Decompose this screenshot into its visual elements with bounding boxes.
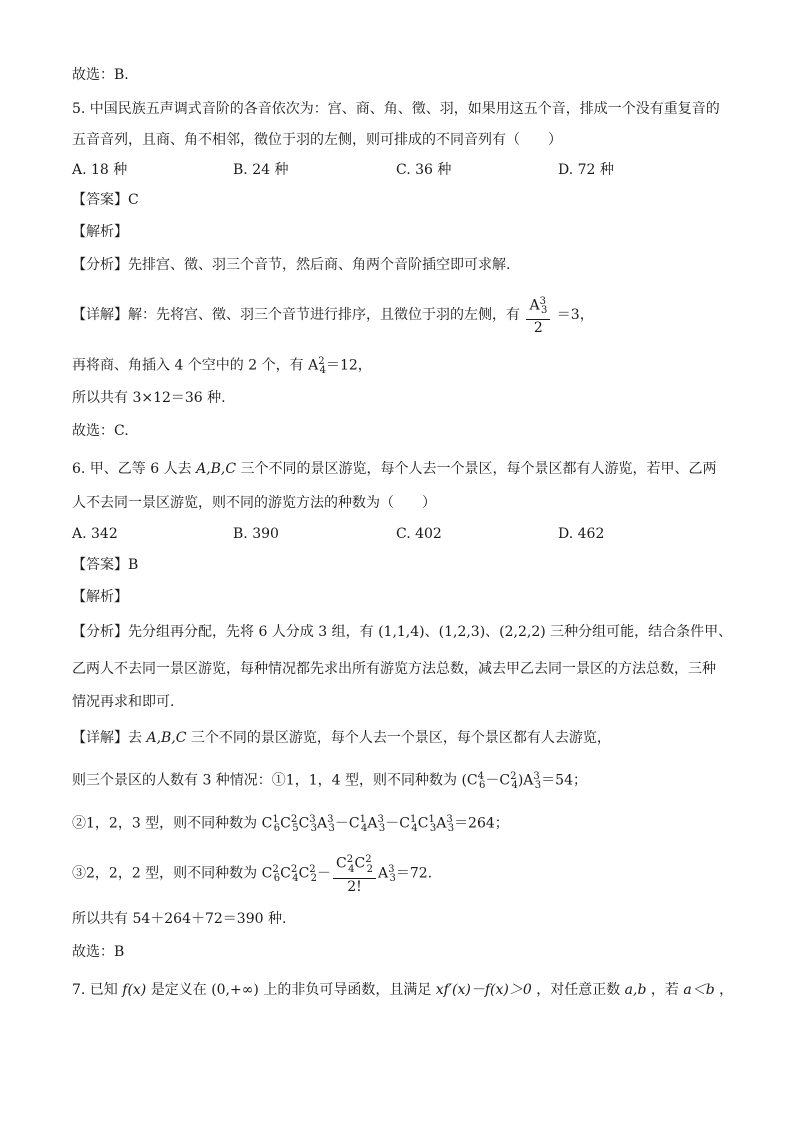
question-6-line-1 xyxy=(72,459,717,479)
q7-ab: a,b xyxy=(624,982,647,998)
q6-case-1: 则三个景区的人数有 3 种情况：①1，1，4 型，则不同种数为 $(C^4_6-C^2_4)A^3_3=54$； xyxy=(72,771,587,792)
q5-detail-insert-text: 再将商、角插入 4 个空中的 2 个，有 xyxy=(72,357,304,374)
q5-detail-line-2: 再将商、角插入 4 个空中的 2 个，有 $A^2_4=12$， xyxy=(72,356,372,377)
q5-choice: 故选：C. xyxy=(72,423,129,439)
question-6-line-2: 人不去同一景区游览，则不同的游览方法的种数为（ ） xyxy=(72,495,436,511)
q6-text-b: 三个不同的景区游览，每个人去一个景区，每个景区都有人游览，若甲、乙两 xyxy=(240,461,717,477)
q5-detail-line-1 xyxy=(72,294,594,336)
q5-total: 所以共有 3×12＝36 种. xyxy=(72,390,226,406)
q7-text-e: ，若 xyxy=(650,982,679,998)
q6-answer: 【答案】B xyxy=(72,557,139,573)
q6-option-b: B. 390 xyxy=(233,526,279,542)
q6-detail-line-1 xyxy=(72,728,611,748)
q6-analysis-text-b: 三种分组可能，结合条件甲、 xyxy=(550,624,733,640)
q6-case-1-value: ＝54； xyxy=(541,772,587,789)
q6-case-1-text: 则三个景区的人数有 3 种情况：①1，1，4 型，则不同种数为 xyxy=(72,772,457,789)
q5-analysis-heading: 【解析】 xyxy=(72,224,128,240)
q6-analysis-line-2: 乙两人不去同一景区游览，每种情况都先求出所有游览方法总数，减去甲乙去同一景区的方法总数，三种 xyxy=(72,661,716,677)
q6-option-a: A. 342 xyxy=(72,526,118,542)
q5-option-c: C. 36 种 xyxy=(396,162,452,178)
q7-text-b: 是定义在 xyxy=(150,982,207,998)
q7-text-c: 上的非负可导函数，且满足 xyxy=(263,982,432,998)
q5-answer: 【答案】C xyxy=(72,192,139,208)
fraction-c42c22-over-2fact: $\frac{C^2_4C^2_2}{2!}$ xyxy=(333,852,376,894)
q6-abc: A,B,C xyxy=(196,461,237,477)
q5-option-d: D. 72 种 xyxy=(558,162,614,178)
question-5-line-2: 五音音列，且商、角不相邻，徵位于羽的左侧，则可排成的不同音列有（ ） xyxy=(72,132,562,148)
question-5-line-1: 5. 中国民族五声调式音阶的各音依次为：宫、商、角、徵、羽，如果用这五个音，排成一个没有重复音的 xyxy=(72,101,720,117)
q6-choice: 故选：B xyxy=(72,944,125,960)
q6-groups: (1,1,4)、(1,2,3)、(2,2,2) xyxy=(378,624,546,640)
fraction-a33-over-2: $\frac{A^3_3}{2}$ xyxy=(526,294,550,336)
q6-case-3: ③2，2，2 型，则不同种数为 $C^2_6C^2_4C^2_2-$ $\frac{C^2_4C^2_2}{2!}$ $A^3_3=72$. xyxy=(72,854,433,895)
q6-detail-text-a: 【详解】去 xyxy=(72,730,142,746)
q7-fx: f(x) xyxy=(122,982,147,998)
q7-a-lt-b: a＜b xyxy=(683,982,715,998)
q6-analysis-heading: 【解析】 xyxy=(72,589,128,605)
q6-case-2-value: ＝264； xyxy=(454,815,509,832)
q6-detail-abc: A,B,C xyxy=(146,730,187,746)
q6-option-c: C. 402 xyxy=(396,526,442,542)
q6-analysis-line-1 xyxy=(72,622,732,642)
q5-analysis: 【分析】先排宫、徵、羽三个音节，然后商、角两个音阶插空即可求解. xyxy=(72,257,511,273)
q6-case-2: ②1，2，3 型，则不同种数为 $C^1_6C^2_5C^3_3A^3_3-C^1_4A^3_3-C^1_4C^1_3A^3_3=264$； xyxy=(72,814,509,835)
q7-text-a: 7. 已知 xyxy=(72,982,118,998)
q5-option-a: A. 18 种 xyxy=(72,162,128,178)
q5-detail-result: ＝3， xyxy=(556,307,594,324)
q7-interval: (0,+∞) xyxy=(211,982,259,998)
q6-case-2-text: ②1，2，3 型，则不同种数为 xyxy=(72,815,258,832)
q5-detail-insert-result: ＝12， xyxy=(325,357,372,374)
q5-option-b: B. 24 种 xyxy=(233,162,289,178)
q7-inequality: xf′(x)－f(x)＞0 xyxy=(435,982,532,998)
q7-text-f: ， xyxy=(719,982,734,998)
q5-detail-text: 【详解】解：先将宫、徵、羽三个音节进行排序，且徵位于羽的左侧，有 xyxy=(72,307,520,324)
q6-case-3-value: ＝72. xyxy=(395,865,433,882)
q6-analysis-line-3: 情况再求和即可. xyxy=(72,694,175,710)
q6-option-d: D. 462 xyxy=(558,526,605,542)
q7-text-d: ，对任意正数 xyxy=(536,982,621,998)
q6-analysis-text-a: 【分析】先分组再分配，先将 6 人分成 3 组，有 xyxy=(72,624,374,640)
answer-line-prev: 故选：B. xyxy=(72,67,129,83)
q6-detail-text-b: 三个不同的景区游览，每个人去一个景区，每个景区都有人去游览， xyxy=(190,730,611,746)
question-7-line-1 xyxy=(72,980,733,1000)
q6-case-3-text: ③2，2，2 型，则不同种数为 xyxy=(72,865,258,882)
q6-text-a: 6. 甲、乙等 6 人去 xyxy=(72,461,192,477)
q6-total: 所以共有 54＋264＋72＝390 种. xyxy=(72,911,287,927)
